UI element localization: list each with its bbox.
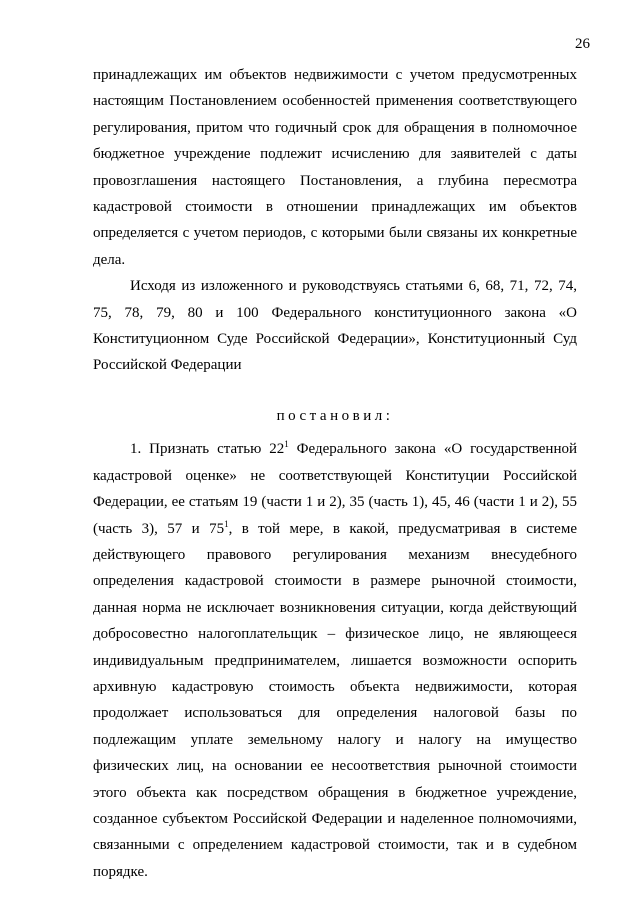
resolution-text-middle: Федерального закона «О государственной кадастровой оценке» не соответствующей Конституции Российской Федерации, ее статьям 19 (части 1 и 2), 35 (часть 1), 45, 46 (части 1 и 2), 55 (часть 3), 57 и 75 xyxy=(93,441,577,537)
document-body xyxy=(93,62,577,885)
paragraph-resolution-1 xyxy=(93,436,577,885)
resolution-text-start: 1. Признать статью 22 xyxy=(130,441,285,458)
resolution-heading: постановил: xyxy=(276,407,394,424)
superscript-1: 1 xyxy=(284,439,289,450)
paragraph-legal-basis: Исходя из изложенного и руководствуясь статьями 6, 68, 71, 72, 74, 75, 78, 79, 80 и 100 Федерального конституционного закона «О Конституционном Суде Российской Федерации», Конституционный Суд Российской Федерации xyxy=(93,278,577,374)
page-number: 26 xyxy=(575,36,590,52)
resolution-text-end: , в той мере, в какой, предусматривая в системе действующего правового регулирования механизм внесудебного определения кадастровой стоимости в размере рыночной стоимости, данная норма не исключает возникновения ситуации, когда действующий добросовестно налогоплательщик – физическое лицо, не являющееся индивидуальным предпринимателем, лишается возможности оспорить архивную кадастровую стоимость объекта недвижимости, которая продолжает использоваться для определения налоговой базы по подлежащим уплате земельному налогу и налогу на имущество физических лиц, на основании ее несоответствия рыночной стоимости этого объекта как посредством обращения в бюджетное учреждение, созданное субъектом Российской Федерации и наделенное полномочиями, связанными с определением кадастровой стоимости, так и в судебном порядке. xyxy=(93,520,577,880)
paragraph-continuation: принадлежащих им объектов недвижимости с учетом предусмотренных настоящим Постановлением особенностей применения соответствующего регулирования, притом что годичный срок для обращения в полномочное бюджетное учреждение подлежит исчислению для заявителей с даты провозглашения настоящего Постановления, а глубина пересмотра кадастровой стоимости в отношении принадлежащих им объектов определяется с учетом периодов, с которыми были связаны их конкретные дела. xyxy=(93,67,577,268)
superscript-2: 1 xyxy=(224,518,229,529)
